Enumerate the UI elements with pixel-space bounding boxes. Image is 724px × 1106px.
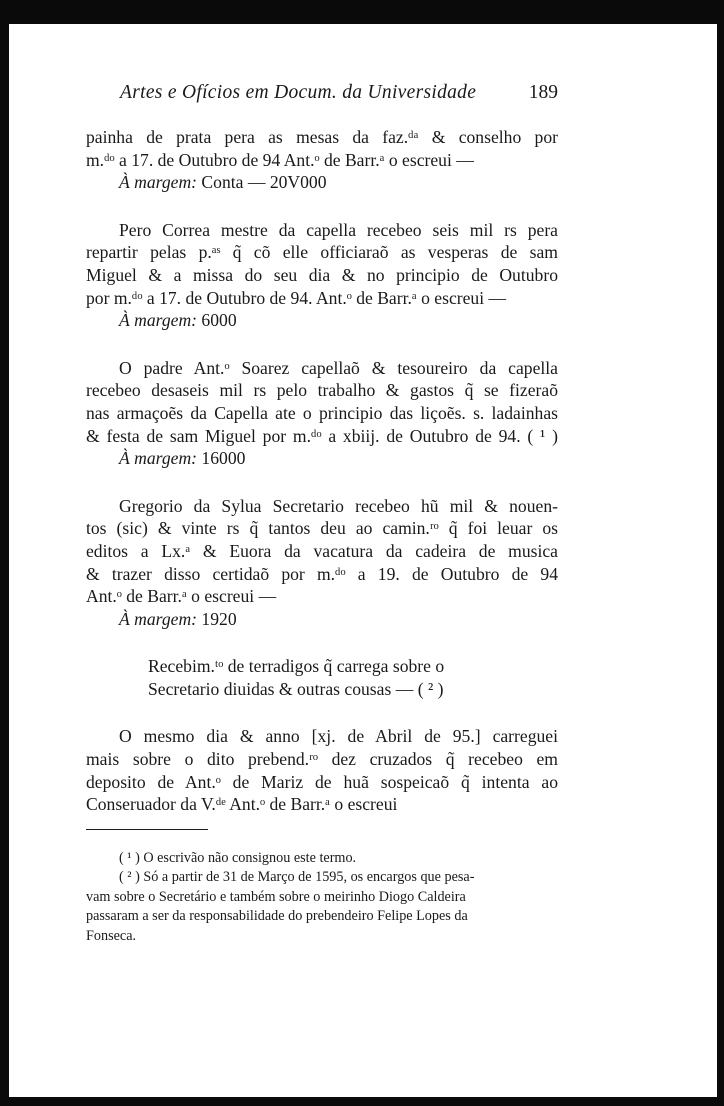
indented-heading-block [86, 655, 558, 700]
page-header [120, 82, 558, 104]
text-line: Ant.ᵒ de Barr.ᵃ o escreui — [86, 586, 277, 607]
page-body [86, 126, 558, 841]
footnote-line: ( ² ) Só a partir de 31 de Março de 1595, os encargos que pesa- [119, 869, 475, 886]
text-line: & trazer disso certidaõ por m.ᵈᵒ a 19. de Outubro de 94 [86, 563, 558, 584]
footnotes [86, 849, 558, 946]
entry-paragraph-4 [86, 495, 558, 631]
footnote-rule [86, 829, 208, 830]
scan-top-edge [0, 0, 724, 24]
text-line: Secretario diuidas & outras cousas — ( ² ) [148, 678, 444, 699]
footnote-1 [86, 849, 558, 868]
margin-note [86, 171, 558, 194]
footnote-line: Fonseca. [86, 927, 137, 944]
text-line: m.ᵈᵒ a 17. de Outubro de 94 Ant.ᵒ de Barr.ᵃ o escreui — [86, 149, 474, 170]
text-line: O mesmo dia & anno [xj. de Abril de 95.] carreguei [119, 726, 558, 747]
text-line: nas armaçoẽs da Capella ate o principio das liçoẽs. s. ladainhas [86, 402, 558, 423]
text-line: deposito de Ant.ᵒ de Mariz de huã sospeicaõ q̃ intenta ao [86, 771, 558, 792]
text-line: recebeo desaseis mil rs pelo trabalho & gastos q̃ se fizeraõ [86, 380, 558, 401]
text-line: mais sobre o dito prebend.ʳᵒ dez cruzados q̃ recebeo em [86, 749, 558, 770]
text-line: Conseruador da V.ᵈᵉ Ant.ᵒ de Barr.ᵃ o escreui [86, 794, 398, 815]
entry-paragraph-3 [86, 357, 558, 470]
margin-note [86, 309, 558, 332]
margin-label: À margem: [119, 608, 198, 629]
text-line: Gregorio da Sylua Secretario recebeo hũ mil & nouen- [119, 495, 558, 516]
footnote-line: vam sobre o Secretário e também sobre o meirinho Diogo Caldeira [86, 888, 466, 905]
text-line: tos (sic) & vinte rs q̃ tantos deu ao camin.ʳᵒ q̃ foi leuar os [86, 518, 558, 539]
final-paragraph [86, 725, 558, 815]
margin-note [86, 608, 558, 631]
text-line: repartir pelas p.ᵃˢ q̃ cõ elle officiaraõ as vesperas de sam [86, 242, 558, 263]
margin-label: À margem: [119, 172, 198, 193]
margin-value: 16000 [201, 448, 246, 469]
entry-paragraph-1 [86, 126, 558, 194]
margin-note [86, 447, 558, 470]
margin-value: Conta — 20V000 [201, 172, 327, 193]
text-line: Pero Correa mestre da capella recebeo seis mil rs pera [119, 219, 558, 240]
text-line: O padre Ant.ᵒ Soarez capellaõ & tesoureiro da capella [119, 357, 558, 378]
margin-value: 1920 [201, 608, 237, 629]
running-title: Artes e Ofícios em Docum. da Universidade [120, 82, 477, 103]
footnote-2 [86, 868, 558, 946]
entry-paragraph-2 [86, 219, 558, 332]
margin-value: 6000 [201, 310, 237, 331]
text-line: Recebim.ᵗᵒ de terradigos q̃ carrega sobre o [148, 656, 445, 677]
page-number: 189 [528, 82, 558, 103]
footnote-line: ( ¹ ) O escrivão não consignou este termo. [119, 850, 357, 866]
text-line: painha de prata pera as mesas da faz.ᵈᵃ & conselho por [86, 127, 558, 147]
text-line: Miguel & a missa do seu dia & no principio de Outubro [86, 264, 558, 285]
footnote-line: passaram a ser da responsabilidade do prebendeiro Felipe Lopes da [86, 908, 468, 925]
text-line: por m.ᵈᵒ a 17. de Outubro de 94. Ant.ᵒ de Barr.ᵃ o escreui — [86, 287, 507, 308]
margin-label: À margem: [119, 310, 198, 331]
margin-label: À margem: [119, 448, 198, 469]
text-line: editos a Lx.ᵃ & Euora da vacatura da cadeira de musica [86, 540, 558, 561]
text-line: & festa de sam Miguel por m.ᵈᵒ a xbiij. de Outubro de 94. ( ¹ ) [86, 425, 558, 446]
